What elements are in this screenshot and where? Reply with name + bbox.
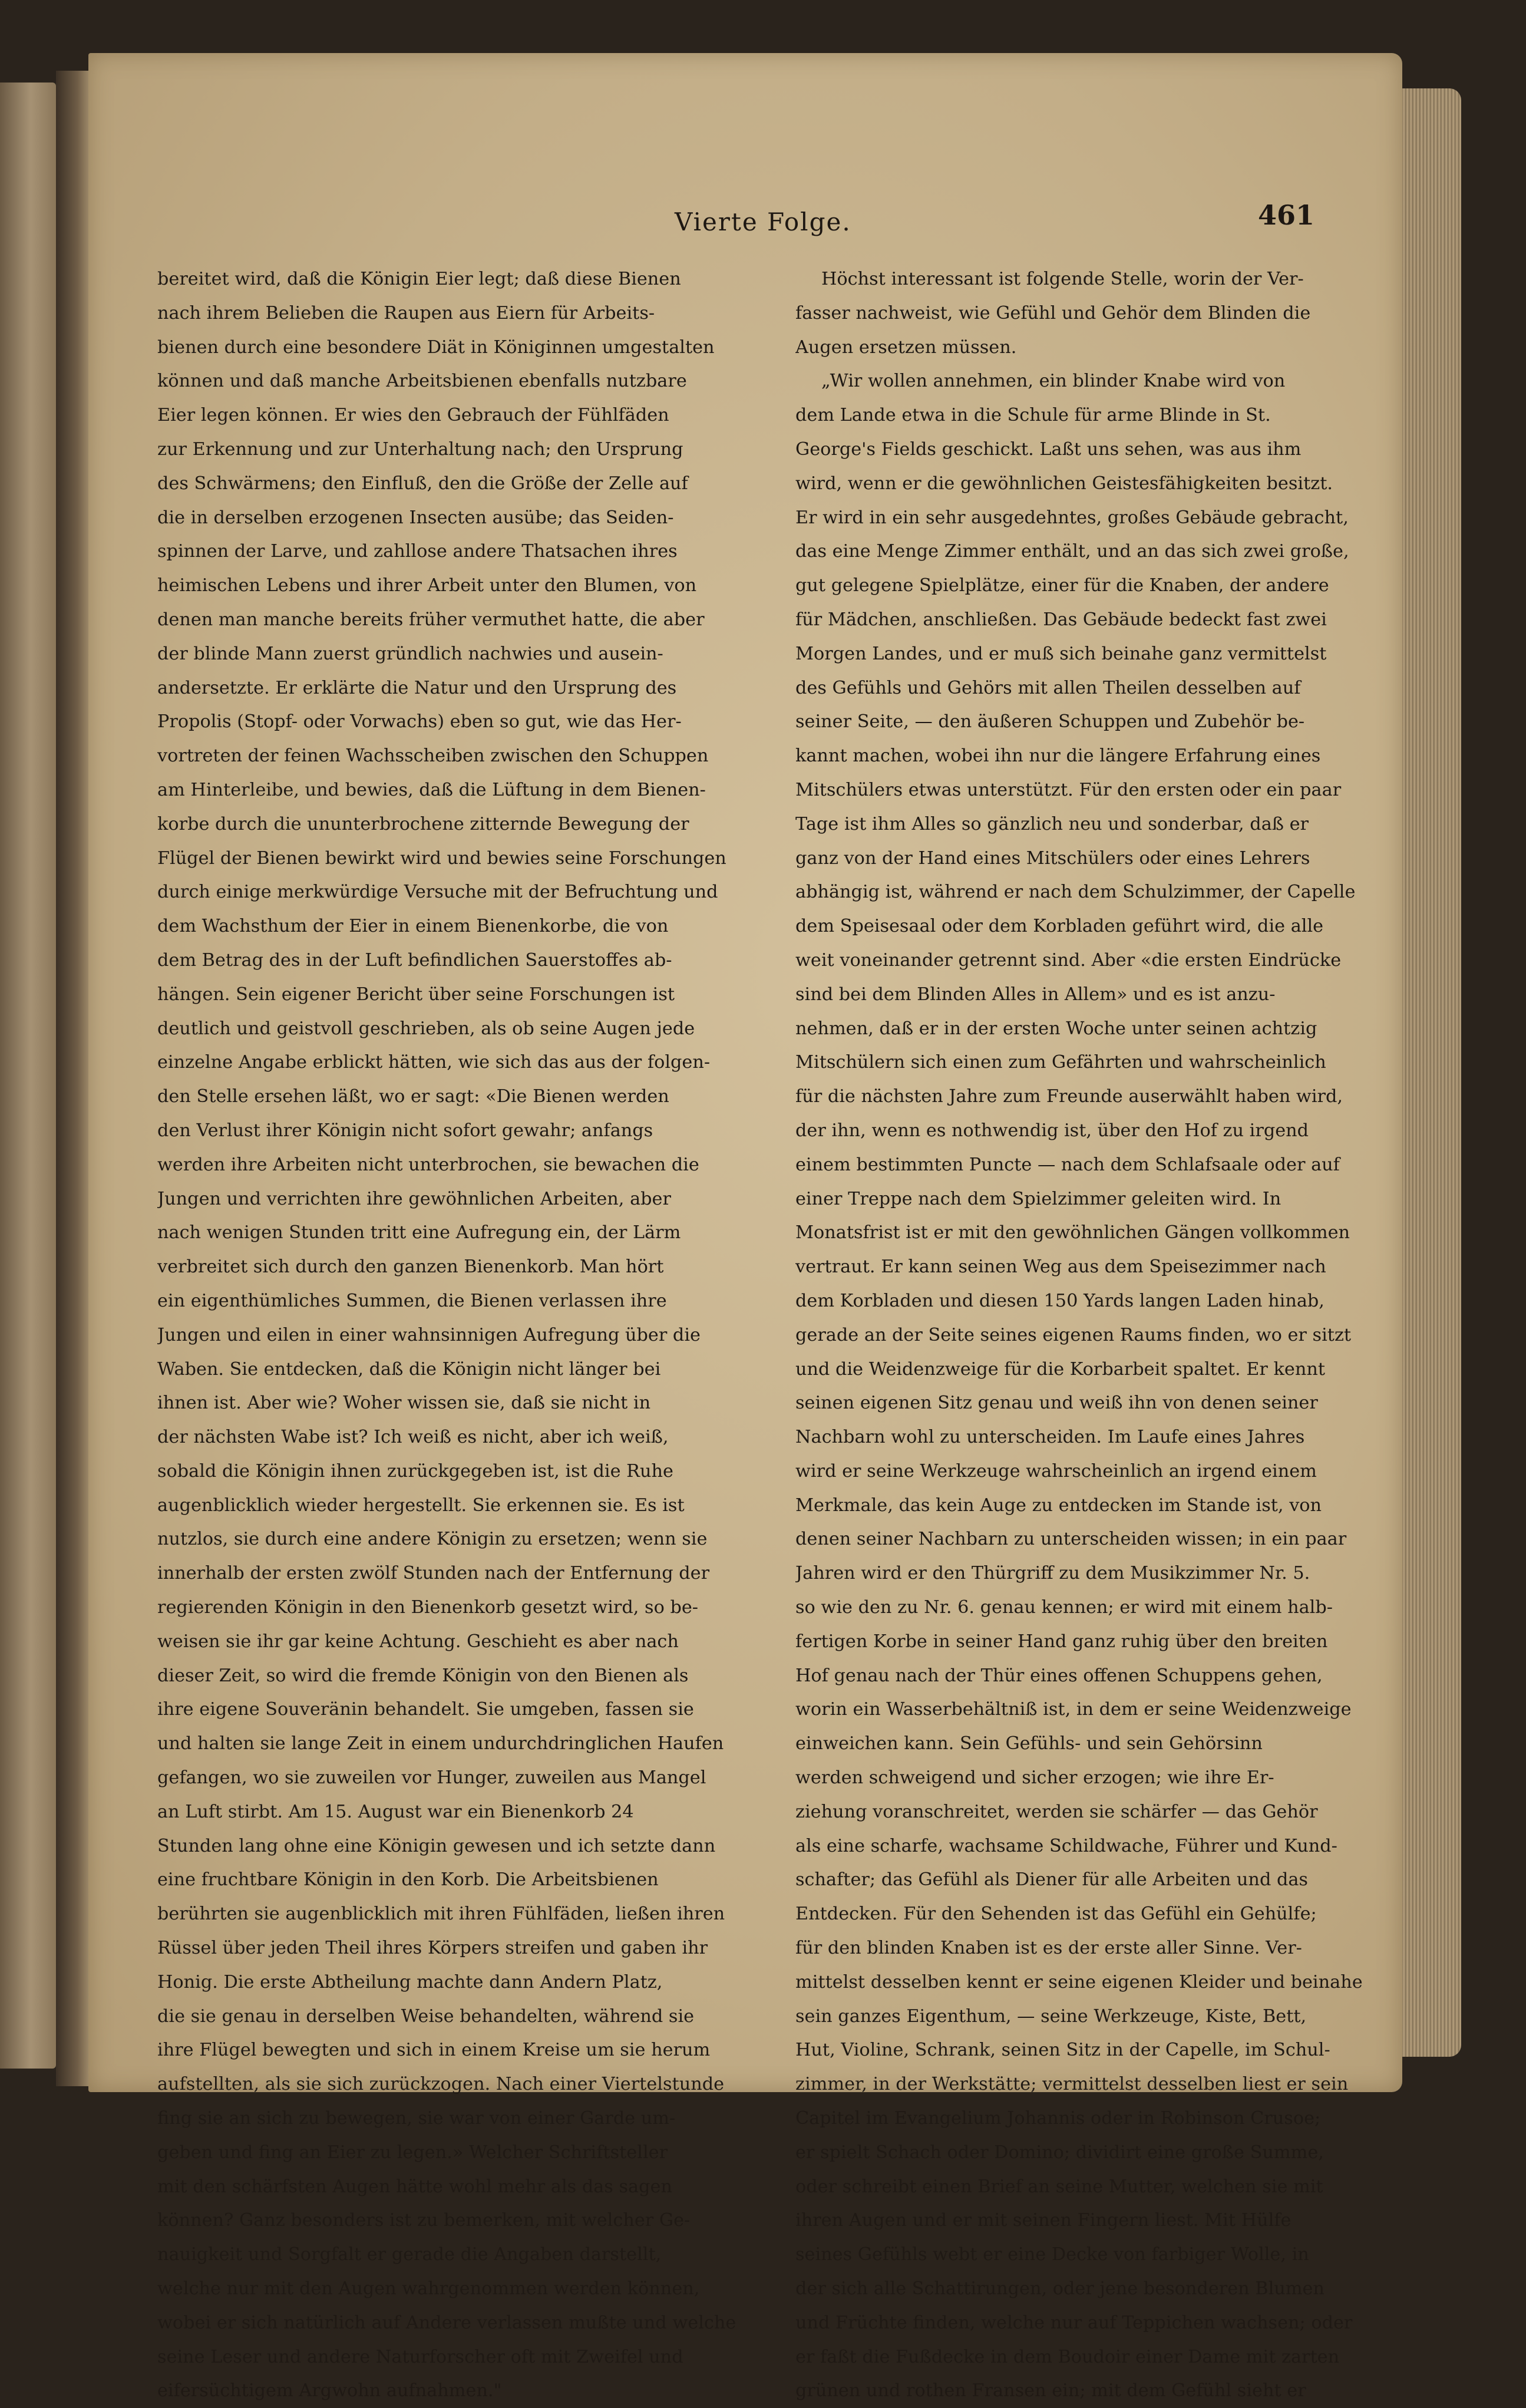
- text-line: sobald die Königin ihnen zurückgegeben ist, ist die Ruhe: [157, 1460, 673, 1482]
- text-line: ihre Flügel bewegten und sich in einem Kreise um sie herum: [157, 2040, 711, 2061]
- text-line: Eier legen können. Er wies den Gebrauch der Fühlfäden: [157, 405, 669, 426]
- text-line: werden schweigend und sicher erzogen; wie ihre Er-: [795, 1767, 1274, 1789]
- text-line: oder schreibt einen Brief an seine Mutter, welchen sie mit: [795, 2176, 1323, 2197]
- text-line: dieser Zeit, so wird die fremde Königin von den Bienen als: [157, 1665, 689, 1686]
- text-line: ziehung voranschreitet, werden sie schärfer — das Gehör: [795, 1801, 1318, 1822]
- text-line: korbe durch die ununterbrochene zitternde Bewegung der: [157, 813, 689, 834]
- text-line: nehmen, daß er in der ersten Woche unter seinen achtzig: [795, 1018, 1317, 1039]
- text-line: dem Betrag des in der Luft befindlichen Sauerstoffes ab-: [157, 949, 672, 971]
- text-line: George's Fields geschickt. Laßt uns sehen, was aus ihm: [795, 438, 1302, 460]
- text-line: denen seiner Nachbarn zu unterscheiden wissen; in ein paar: [795, 1529, 1347, 1550]
- text-line: seiner Seite, — den äußeren Schuppen und Zubehör be-: [795, 711, 1305, 733]
- text-line: so wie den zu Nr. 6. genau kennen; er wird mit einem halb-: [795, 1597, 1333, 1618]
- text-line: abhängig ist, während er nach dem Schulzimmer, der Capelle: [795, 882, 1356, 903]
- text-line: den Verlust ihrer Königin nicht sofort gewahr; anfangs: [157, 1120, 653, 1141]
- text-line: „Wir wollen annehmen, ein blinder Knabe wird von: [821, 371, 1286, 392]
- text-line: Tage ist ihm Alles so gänzlich neu und sonderbar, daß er: [795, 813, 1309, 834]
- text-line: nach ihrem Belieben die Raupen aus Eiern für Arbeits-: [157, 302, 655, 324]
- text-line: wird er seine Werkzeuge wahrscheinlich an irgend einem: [795, 1460, 1317, 1482]
- text-line: eifersüchtigem Argwohn aufnahmen.": [157, 2380, 502, 2402]
- text-line: seine Leser und andere Naturforscher oft mit Zweifel und: [157, 2346, 683, 2367]
- text-line: heimischen Lebens und ihrer Arbeit unter den Blumen, von: [157, 575, 697, 596]
- text-line: bereitet wird, daß die Königin Eier legt; daß diese Bienen: [157, 269, 681, 289]
- text-line: den Stelle ersehen läßt, wo er sagt: «Die Bienen werden: [157, 1086, 669, 1107]
- text-line: sind bei dem Blinden Alles in Allem» und es ist anzu-: [795, 984, 1276, 1005]
- page-number: 461: [1258, 199, 1315, 231]
- text-line: weit voneinander getrennt sind. Aber «die ersten Eindrücke: [795, 949, 1342, 971]
- text-line: einzelne Angabe erblickt hätten, wie sich das aus der folgen-: [157, 1052, 711, 1073]
- text-line: Er wird in ein sehr ausgedehntes, großes Gebäude gebracht,: [795, 507, 1349, 528]
- text-line: Jahren wird er den Thürgriff zu dem Musikzimmer Nr. 5.: [795, 1563, 1310, 1584]
- text-line: einem bestimmten Puncte — nach dem Schlafsaale oder auf: [795, 1154, 1340, 1175]
- text-line: aufstellten, als sie sich zurückzogen. Nach einer Viertelstunde: [157, 2074, 725, 2095]
- text-line: sein ganzes Eigenthum, — seine Werkzeuge, Kiste, Bett,: [795, 2005, 1307, 2027]
- text-line: vortreten der feinen Wachsscheiben zwischen den Schuppen: [157, 746, 709, 767]
- text-line: hängen. Sein eigener Bericht über seine Forschungen ist: [157, 984, 675, 1005]
- text-line: und die Weidenzweige für die Korbarbeit spaltet. Er kennt: [795, 1358, 1326, 1380]
- text-line: der ihn, wenn es nothwendig ist, über den Hof zu irgend: [795, 1120, 1309, 1141]
- text-line: grünen und rothen Fransen ein; mit dem Gefühl sieht er: [795, 2380, 1306, 2402]
- text-line: Hof genau nach der Thür eines offenen Schuppens gehen,: [795, 1665, 1323, 1686]
- text-line: am Hinterleibe, und bewies, daß die Lüftung in dem Bienen-: [157, 779, 706, 800]
- left-text-column: [157, 262, 767, 2408]
- text-line: weisen sie ihr gar keine Achtung. Geschieht es aber nach: [157, 1631, 679, 1652]
- text-line: Jungen und verrichten ihre gewöhnlichen Arbeiten, aber: [157, 1188, 671, 1209]
- text-line: Merkmale, das kein Auge zu entdecken im Stande ist, von: [795, 1495, 1322, 1516]
- text-line: wobei er sich natürlich auf Andere verlassen mußte und welche: [157, 2312, 736, 2333]
- text-line: zimmer, in der Werkstätte; vermittelst desselben liest er sein: [795, 2074, 1349, 2095]
- text-line: Nachbarn wohl zu unterscheiden. Im Laufe eines Jahres: [795, 1427, 1305, 1448]
- text-line: fasser nachweist, wie Gefühl und Gehör dem Blinden die: [795, 302, 1311, 324]
- text-line: berührten sie augenblicklich mit ihren Fühlfäden, ließen ihren: [157, 1904, 725, 1925]
- text-line: Capitel im Evangelium Johannis oder in Robinson Crusoe;: [795, 2108, 1321, 2129]
- text-line: ihre eigene Souveränin behandelt. Sie umgeben, fassen sie: [157, 1699, 694, 1720]
- text-line: gut gelegene Spielplätze, einer für die Knaben, der andere: [795, 575, 1329, 596]
- text-line: die in derselben erzogenen Insecten ausübe; das Seiden-: [157, 507, 674, 528]
- text-line: denen man manche bereits früher vermuthet hatte, die aber: [157, 609, 705, 630]
- text-line: dem Speisesaal oder dem Korbladen geführt wird, die alle: [795, 916, 1324, 937]
- text-line: deutlich und geistvoll geschrieben, als ob seine Augen jede: [157, 1018, 695, 1039]
- text-line: geben und fing an Eier zu legen.» Welcher Schriftsteller: [157, 2142, 668, 2163]
- text-line: nutzlos, sie durch eine andere Königin zu ersetzen; wenn sie: [157, 1529, 708, 1550]
- running-head: Vierte Folge.: [675, 207, 851, 236]
- text-line: ihren Augen und er mit seinen Fingern liest. Mit Hülfe: [795, 2210, 1292, 2231]
- page-header: [88, 199, 1402, 243]
- text-line: nach wenigen Stunden tritt eine Aufregung ein, der Lärm: [157, 1222, 681, 1243]
- text-line: mit den schärfsten Augen hätte wohl mehr als das sagen: [157, 2176, 672, 2197]
- text-line: einer Treppe nach dem Spielzimmer geleiten wird. In: [795, 1188, 1281, 1209]
- text-line: Monatsfrist ist er mit den gewöhnlichen Gängen vollkommen: [795, 1222, 1350, 1243]
- text-line: Propolis (Stopf- oder Vorwachs) eben so gut, wie das Her-: [157, 711, 682, 733]
- text-line: an Luft stirbt. Am 15. August war ein Bienenkorb 24: [157, 1801, 634, 1822]
- text-line: ganz von der Hand eines Mitschülers oder eines Lehrers: [795, 847, 1310, 869]
- text-line: gerade an der Seite seines eigenen Raums finden, wo er sitzt: [795, 1324, 1352, 1345]
- text-line: ein eigenthümliches Summen, die Bienen verlassen ihre: [157, 1290, 667, 1311]
- text-line: für den blinden Knaben ist es der erste aller Sinne. Ver-: [795, 1938, 1302, 1959]
- text-line: können? Ganz besonders ist zu bemerken, mit welcher Ge-: [157, 2210, 691, 2231]
- text-line: des Gefühls und Gehörs mit allen Theilen desselben auf: [795, 677, 1301, 698]
- text-line: kannt machen, wobei ihn nur die längere Erfahrung eines: [795, 746, 1321, 767]
- text-line: Flügel der Bienen bewirkt wird und bewies seine Forschungen: [157, 847, 726, 869]
- text-line: als eine scharfe, wachsame Schildwache, Führer und Kund-: [795, 1835, 1337, 1856]
- text-line: welche nur mit den Augen wahrgenommen werden können,: [157, 2278, 700, 2300]
- text-line: der nächsten Wabe ist? Ich weiß es nicht, aber ich weiß,: [157, 1427, 669, 1448]
- text-line: einweichen kann. Sein Gefühls- und sein Gehörsinn: [795, 1733, 1263, 1754]
- text-line: und halten sie lange Zeit in einem undurchdringlichen Haufen: [157, 1733, 724, 1754]
- text-line: augenblicklich wieder hergestellt. Sie erkennen sie. Es ist: [157, 1495, 685, 1516]
- text-line: nauigkeit und Sorgfalt er gerade die Angaben darstellt,: [157, 2244, 662, 2265]
- text-line: ihnen ist. Aber wie? Woher wissen sie, daß sie nicht in: [157, 1393, 651, 1414]
- text-line: Mitschülern sich einen zum Gefährten und wahrscheinlich: [795, 1052, 1326, 1073]
- text-line: gefangen, wo sie zuweilen vor Hunger, zuweilen aus Mangel: [157, 1767, 706, 1789]
- page-stack-edge: [1402, 88, 1461, 2057]
- text-line: die sie genau in derselben Weise behandelten, während sie: [157, 2005, 695, 2027]
- text-line: können und daß manche Arbeitsbienen ebenfalls nutzbare: [157, 371, 687, 392]
- text-line: dem Korbladen und diesen 150 Yards langen Laden hinab,: [795, 1290, 1324, 1311]
- book-page: [88, 53, 1402, 2402]
- text-line: für Mädchen, anschließen. Das Gebäude bedeckt fast zwei: [795, 609, 1327, 630]
- text-line: Hut, Violine, Schrank, seinen Sitz in der Capelle, im Schul-: [795, 2040, 1330, 2061]
- text-line: dem Wachsthum der Eier in einem Bienenkorbe, die von: [157, 916, 669, 937]
- text-line: er spielt Schach oder Domino; dividirt eine große Summe,: [795, 2142, 1324, 2163]
- text-line: zur Erkennung und zur Unterhaltung nach; den Ursprung: [157, 438, 683, 460]
- text-line: der sich alle Schattirungen, oder jene besonderen Blumen: [795, 2278, 1324, 2300]
- right-text-column: [795, 262, 1411, 2408]
- text-line: fing sie an sich zu bewegen, sie war von einer Garde um-: [157, 2108, 676, 2129]
- text-line: Augen ersetzen müssen.: [795, 337, 1017, 358]
- text-line: wird, wenn er die gewöhnlichen Geistesfähigkeiten besitzt.: [795, 473, 1333, 494]
- text-line: dem Lande etwa in die Schule für arme Blinde in St.: [795, 405, 1271, 426]
- text-line: Höchst interessant ist folgende Stelle, worin der Ver-: [821, 269, 1304, 289]
- text-line: Entdecken. Für den Sehenden ist das Gefühl ein Gehülfe;: [795, 1904, 1317, 1925]
- text-line: spinnen der Larve, und zahllose andere Thatsachen ihres: [157, 541, 678, 562]
- text-line: für die nächsten Jahre zum Freunde auserwählt haben wird,: [795, 1086, 1343, 1107]
- text-line: er faßt die Fußdecke in dem Boudoir einer Dame mit zarten: [795, 2346, 1340, 2367]
- text-line: verbreitet sich durch den ganzen Bienenkorb. Man hört: [157, 1256, 664, 1278]
- text-line: des Schwärmens; den Einfluß, den die Größe der Zelle auf: [157, 473, 688, 494]
- text-line: seines Gefühls webt er eine Decke von farbiger Wolle, in: [795, 2244, 1309, 2265]
- text-line: Morgen Landes, und er muß sich beinahe ganz vermittelst: [795, 643, 1327, 664]
- text-line: Jungen und eilen in einer wahnsinnigen Aufregung über die: [157, 1324, 701, 1345]
- text-line: eine fruchtbare Königin in den Korb. Die Arbeitsbienen: [157, 1869, 659, 1891]
- left-page-edge: [0, 83, 56, 2069]
- text-line: regierenden Königin in den Bienenkorb gesetzt wird, so be-: [157, 1597, 699, 1618]
- text-line: worin ein Wasserbehältniß ist, in dem er seine Weidenzweige: [795, 1699, 1352, 1720]
- text-line: vertraut. Er kann seinen Weg aus dem Speisezimmer nach: [795, 1256, 1326, 1278]
- text-line: innerhalb der ersten zwölf Stunden nach der Entfernung der: [157, 1563, 710, 1584]
- text-line: andersetzte. Er erklärte die Natur und den Ursprung des: [157, 677, 677, 698]
- text-line: das eine Menge Zimmer enthält, und an das sich zwei große,: [795, 541, 1349, 562]
- text-line: Waben. Sie entdecken, daß die Königin nicht länger bei: [157, 1358, 661, 1380]
- text-line: durch einige merkwürdige Versuche mit der Befruchtung und: [157, 882, 718, 903]
- text-line: fertigen Korbe in seiner Hand ganz ruhig über den breiten: [795, 1631, 1328, 1652]
- text-line: schafter; das Gefühl als Diener für alle Arbeiten und das: [795, 1869, 1308, 1891]
- text-line: mittelst desselben kennt er seine eigenen Kleider und beinahe: [795, 1971, 1363, 1993]
- text-line: Mitschülers etwas unterstützt. Für den ersten oder ein paar: [795, 779, 1342, 800]
- book-gutter: [56, 71, 91, 2086]
- text-line: Rüssel über jeden Theil ihres Körpers streifen und gaben ihr: [157, 1938, 708, 1959]
- text-line: der blinde Mann zuerst gründlich nachwies und ausein-: [157, 643, 663, 664]
- text-line: Honig. Die erste Abtheilung machte dann Andern Platz,: [157, 1971, 663, 1993]
- text-line: und Früchte finden, welche nur auf Teppichen wachsen; oder: [795, 2312, 1353, 2333]
- text-line: seinen eigenen Sitz genau und weiß ihn von denen seiner: [795, 1393, 1318, 1414]
- text-line: bienen durch eine besondere Diät in Königinnen umgestalten: [157, 337, 715, 358]
- text-line: werden ihre Arbeiten nicht unterbrochen, sie bewachen die: [157, 1154, 699, 1175]
- text-line: Stunden lang ohne eine Königin gewesen und ich setzte dann: [157, 1835, 716, 1856]
